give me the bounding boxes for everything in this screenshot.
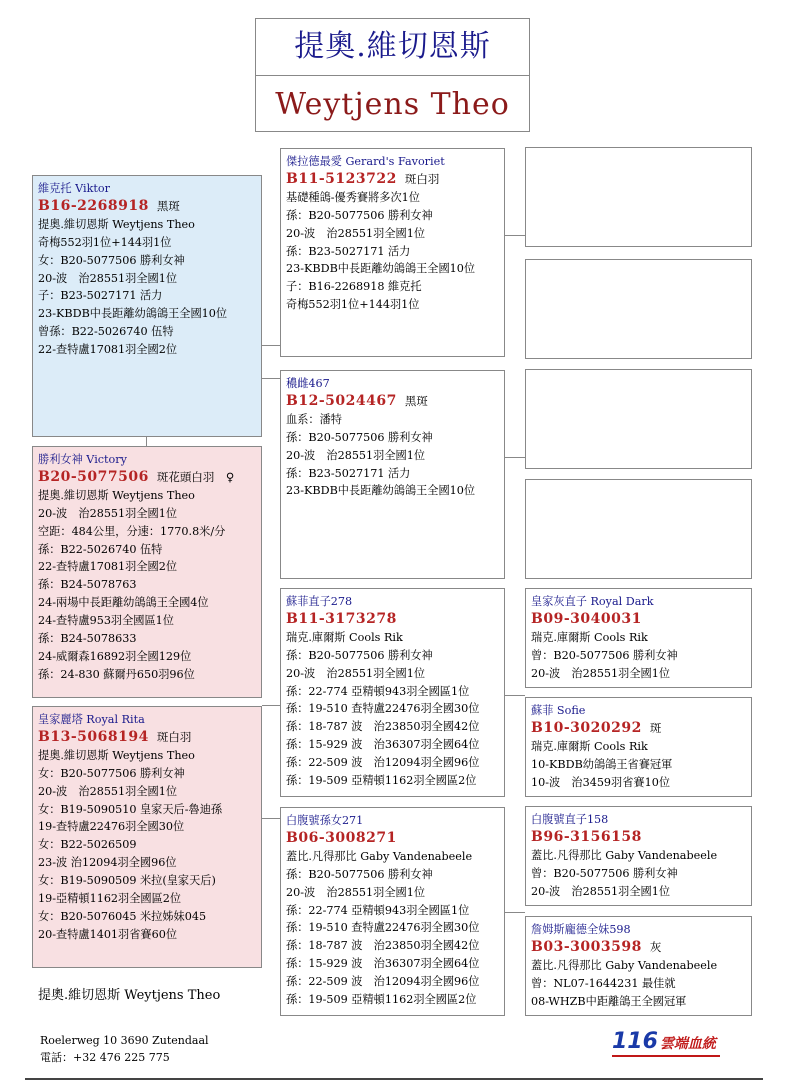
dam-sire-line: 孫：19-509 亞精頓1162羽全國區2位 [286, 774, 477, 788]
dam-sire-sire-card [525, 588, 752, 688]
dam-sire-line: 孫：22-774 亞精頓943羽全國區1位 [286, 684, 470, 698]
connector-sire-victory [146, 437, 147, 446]
dam-sire-line: 20-波 治28551羽全國1位 [286, 666, 426, 680]
dsd-line: 10-KBDB幼鴿鴿王省賽冠軍 [531, 757, 673, 771]
victory-line: 22-查特盧17081羽全國2位 [38, 560, 178, 574]
dam-sire-line: 孫：18-787 波 治23850羽全國42位 [286, 720, 480, 734]
sire-line: 20-波 治28551羽全國1位 [38, 271, 178, 285]
dam-dam-dam-card [525, 916, 752, 1016]
sire-line: 提奧.維切恩斯 Weytjens Theo [38, 217, 195, 231]
bottom-divider [25, 1078, 763, 1080]
ddd-line: 08-WHZB中距離鴿王全國冠軍 [531, 994, 687, 1008]
dds-ring: B96-3156158 [531, 828, 642, 845]
sire-sire-line: 子：B16-2268918 維克托 [286, 280, 422, 294]
sire-dam-card [280, 370, 505, 579]
empty-card [525, 259, 752, 359]
connector-victory-sd [262, 378, 280, 379]
sire-dam-color: 黑斑 [404, 393, 428, 408]
connector-sd-right [505, 457, 525, 458]
dam-dam-ring: B06-3008271 [286, 829, 397, 846]
sire-dam-line: 血系：潘特 [286, 412, 342, 426]
dam-sire-name: 蘇菲直子278 [286, 595, 353, 608]
sire-dam-ring: B12-5024467 黑斑 [286, 392, 428, 409]
victory-card [32, 446, 262, 698]
sire-card [32, 175, 262, 437]
dam-line: 19-亞精頓1162羽全國區2位 [38, 892, 182, 906]
connector-dam-ds [262, 705, 280, 706]
sire-line: 女：B20-5077506 勝利女神 [38, 253, 185, 267]
dam-color: 斑白羽 [156, 729, 192, 744]
logo-number: 116 [612, 1029, 658, 1054]
dam-line: 女：B19-5090510 皇家天后-魯迪孫 [38, 802, 223, 816]
dam-dam-line: 20-波 治28551羽全國1位 [286, 885, 426, 899]
sire-sire-line: 孫：B23-5027171 活力 [286, 244, 411, 258]
dam-dam-line: 蓋比.凡得那比 Gaby Vandenabeele [286, 849, 473, 863]
sire-ring: B16-2268918 黑斑 [38, 197, 180, 214]
sire-dam-line: 孫：B23-5027171 活力 [286, 466, 411, 480]
dds-line: 20-波 治28551羽全國1位 [531, 884, 671, 898]
dam-line: 23-波 治12094羽全國96位 [38, 856, 177, 870]
logo-underline [612, 1055, 720, 1057]
dsd-line: 10-波 治3459羽省賽10位 [531, 775, 671, 789]
sire-sire-line: 23-KBDB中長距離幼鴿鴿王全國10位 [286, 262, 476, 276]
sire-sire-ring: B11-5123722 斑白羽 [286, 170, 440, 187]
brand-logo [612, 1029, 716, 1059]
sire-sire-line: 奇梅552羽1位+144羽1位 [286, 298, 420, 312]
owner-phone: 電話：+32 476 225 775 [40, 1051, 170, 1064]
connector-ss-right [505, 235, 525, 236]
sire-line: 奇梅552羽1位+144羽1位 [38, 235, 172, 249]
sire-line: 子：B23-5027171 活力 [38, 289, 163, 303]
title-block [255, 18, 530, 132]
bird-name-english: Weytjens Theo [275, 87, 510, 122]
dam-line: 女：B19-5090509 米拉(皇家天后) [38, 874, 216, 888]
dam-dam-name: 白腹號孫女271 [286, 814, 364, 827]
dsd-ring: B10-3020292 斑 [531, 719, 662, 736]
dam-dam-line: 孫：15-929 波 治36307羽全國64位 [286, 957, 480, 971]
empty-card [525, 479, 752, 579]
victory-line: 孫：B22-5026740 伍特 [38, 542, 163, 556]
dam-sire-line: 瑞克.庫爾斯 Cools Rik [286, 630, 403, 644]
dsd-name: 蘇菲 Sofie [531, 704, 586, 717]
dam-card [32, 706, 262, 968]
sire-line: 22-查特盧17081羽全國2位 [38, 343, 178, 357]
victory-line: 空距：484公里，分速：1770.8米/分 [38, 524, 226, 538]
victory-line: 孫：B24-5078763 [38, 578, 137, 592]
connector-ds-dss [505, 695, 525, 696]
ddd-name: 詹姆斯龐德全妹598 [531, 923, 631, 936]
dam-dam-line: 孫：22-509 波 治12094羽全國96位 [286, 975, 480, 989]
dam-sire-line: 孫：B20-5077506 勝利女神 [286, 648, 433, 662]
sire-dam-line: 孫：B20-5077506 勝利女神 [286, 430, 433, 444]
dds-line: 曾：B20-5077506 勝利女神 [531, 866, 678, 880]
dsd-line: 瑞克.庫爾斯 Cools Rik [531, 739, 648, 753]
victory-color: 斑花頭白羽 ♀ [156, 469, 235, 484]
ddd-ring: B03-3003598 灰 [531, 938, 662, 955]
dam-dam-line: 孫：19-510 查特盧22476羽全國30位 [286, 921, 480, 935]
sire-dam-line: 23-KBDB中長距離幼鴿鴿王全國10位 [286, 484, 476, 498]
dss-line: 瑞克.庫爾斯 Cools Rik [531, 630, 648, 644]
sire-dam-name: 穠雌467 [286, 377, 330, 390]
sire-sire-card [280, 148, 505, 357]
sire-sire-name: 傑拉德最愛 Gerard's Favoriet [286, 155, 445, 168]
dam-sire-line: 孫：22-509 波 治12094羽全國96位 [286, 756, 480, 770]
dam-line: 女：B22-5026509 [38, 838, 137, 852]
bird-name-chinese: 提奧.維切恩斯 [294, 29, 491, 64]
ddd-line: 蓋比.凡得那比 Gaby Vandenabeele [531, 958, 718, 972]
victory-line: 孫：24-830 蘇爾丹650羽96位 [38, 667, 195, 681]
dss-line: 曾：B20-5077506 勝利女神 [531, 648, 678, 662]
ddd-color: 灰 [649, 939, 662, 954]
dss-line: 20-波 治28551羽全國1位 [531, 666, 671, 680]
sire-sire-line: 基礎種鴿-優秀賽將多次1位 [286, 190, 420, 204]
logo-text: 雲端血統 [659, 1036, 716, 1052]
dam-dam-sire-card [525, 806, 752, 906]
dam-line: 19-查特盧22476羽全國30位 [38, 820, 185, 834]
dam-sire-dam-card [525, 697, 752, 797]
victory-line: 提奧.維切恩斯 Weytjens Theo [38, 488, 195, 502]
dam-sire-line: 孫：19-510 查特盧22476羽全國30位 [286, 702, 480, 716]
dds-line: 蓋比.凡得那比 Gaby Vandenabeele [531, 848, 718, 862]
dam-sire-card [280, 588, 505, 797]
dam-dam-line: 孫：22-774 亞精頓943羽全國區1位 [286, 903, 470, 917]
dam-ring: B13-5068194 斑白羽 [38, 728, 192, 745]
empty-card [525, 147, 752, 247]
sire-sire-color: 斑白羽 [404, 171, 440, 186]
sire-name: 維克托 Viktor [38, 182, 110, 195]
sire-sire-line: 20-波 治28551羽全國1位 [286, 226, 426, 240]
victory-line: 孫：B24-5078633 [38, 632, 137, 646]
empty-card [525, 369, 752, 469]
owner-contact [40, 1032, 209, 1066]
dsd-color: 斑 [649, 720, 662, 735]
connector-dd-dds [505, 912, 525, 913]
dam-dam-line: 孫：18-787 波 治23850羽全國42位 [286, 939, 480, 953]
owner-address: Roelerweg 10 3690 Zutendaal [40, 1034, 209, 1047]
victory-line: 24-威爾森16892羽全國129位 [38, 649, 192, 663]
dam-sire-line: 孫：15-929 波 治36307羽全國64位 [286, 738, 480, 752]
ddd-line: 曾：NL07-1644231 最佳就 [531, 976, 676, 990]
dam-line: 女：B20-5077506 勝利女神 [38, 766, 185, 780]
dam-dam-card [280, 807, 505, 1016]
dam-sire-ring: B11-3173278 [286, 610, 397, 627]
dam-line: 提奧.維切恩斯 Weytjens Theo [38, 748, 195, 762]
connector-sire-ss [262, 345, 280, 346]
dam-line: 女：B20-5076045 米拉姊妹045 [38, 909, 207, 923]
dam-line: 20-波 治28551羽全國1位 [38, 784, 178, 798]
victory-line: 24-查特盧953羽全國區1位 [38, 614, 174, 628]
dss-ring: B09-3040031 [531, 610, 642, 627]
sire-sire-line: 孫：B20-5077506 勝利女神 [286, 208, 433, 222]
victory-line: 20-波 治28551羽全國1位 [38, 506, 178, 520]
dss-name: 皇家灰直子 Royal Dark [531, 595, 654, 608]
dam-dam-line: 孫：B20-5077506 勝利女神 [286, 867, 433, 881]
sire-line: 23-KBDB中長距離幼鴿鴿王全國10位 [38, 307, 228, 321]
sire-dam-line: 20-波 治28551羽全國1位 [286, 448, 426, 462]
sire-color: 黑斑 [156, 198, 180, 213]
dam-name: 皇家麗塔 Royal Rita [38, 713, 145, 726]
dam-line: 20-查特盧1401羽省賽60位 [38, 927, 178, 941]
victory-line: 24-兩場中長距離幼鴿鴿王全國4位 [38, 596, 209, 610]
victory-ring: B20-5077506 斑花頭白羽 ♀ [38, 468, 235, 485]
dds-name: 白腹號直子158 [531, 813, 609, 826]
connector-dam-dd [262, 818, 280, 819]
dam-dam-line: 孫：19-509 亞精頓1162羽全國區2位 [286, 993, 477, 1007]
sire-line: 曾孫：B22-5026740 伍特 [38, 325, 174, 339]
victory-name: 勝利女神 Victory [38, 453, 127, 466]
owner-name: 提奧.維切恩斯 Weytjens Theo [38, 988, 221, 1003]
